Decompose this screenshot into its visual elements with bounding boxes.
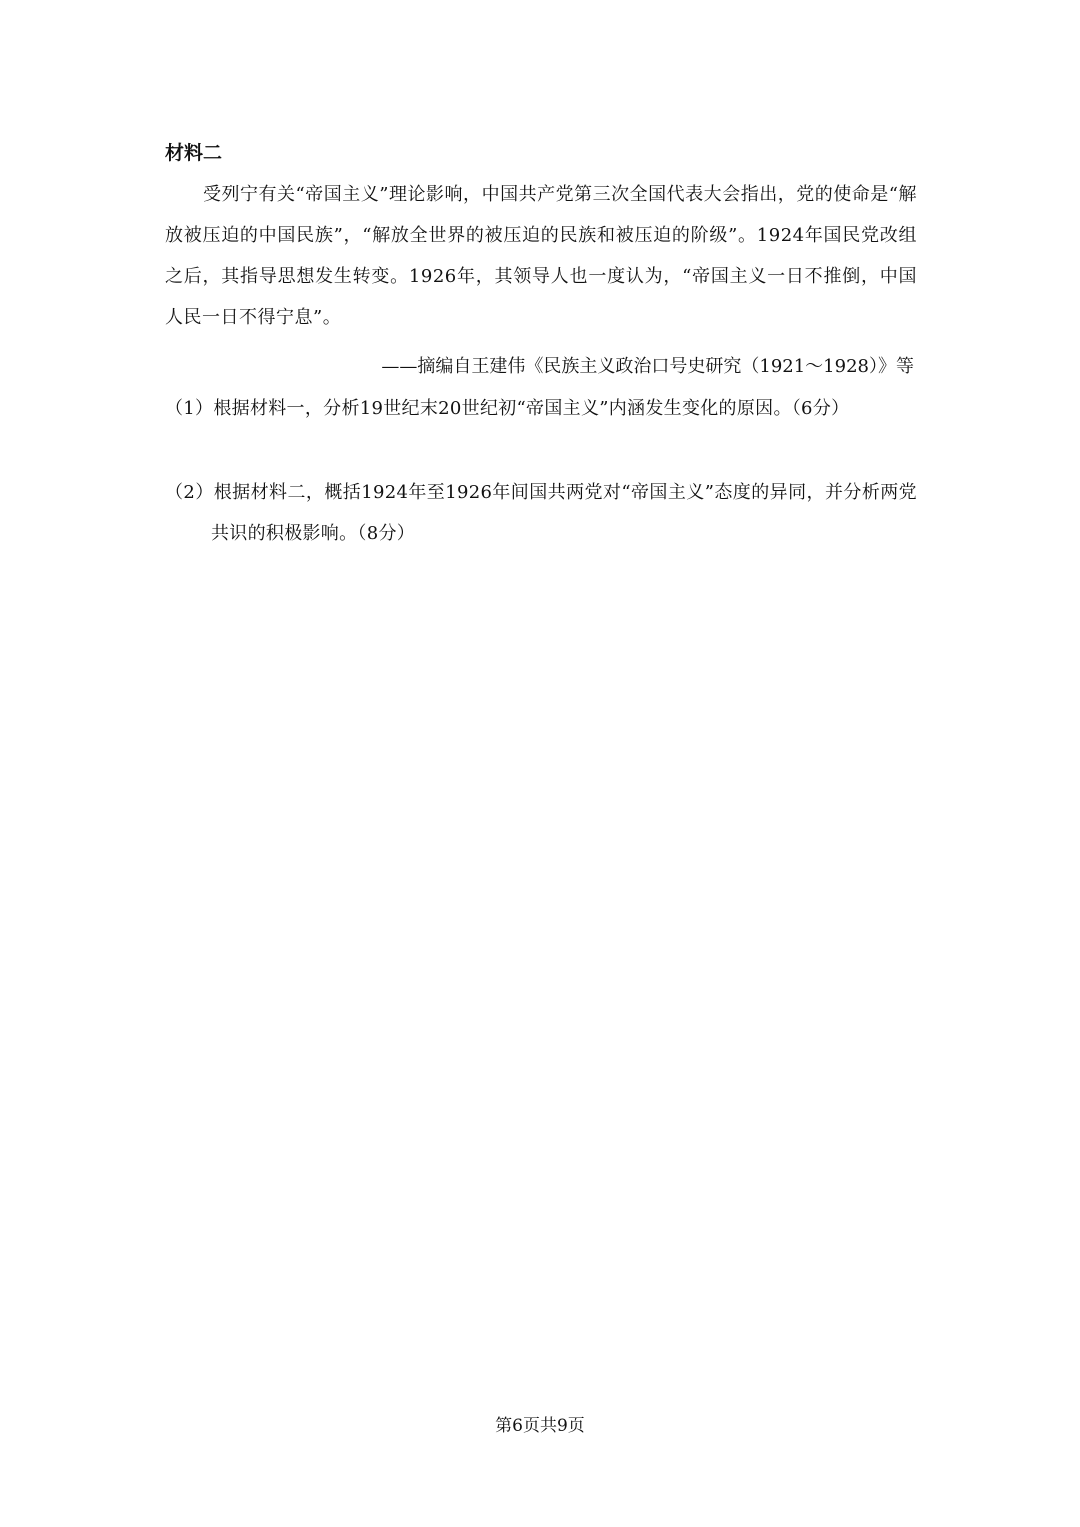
- page-footer: 第6页共9页: [495, 1416, 585, 1436]
- material-heading: 材料二: [165, 142, 223, 164]
- question-2: （2）根据材料二，概括1924年至1926年间国共两党对“帝国主义”态度的异同，并分析两党共识的积极影响。（8分）: [165, 482, 917, 544]
- material-source: ——摘编自王建伟《民族主义政治口号史研究（1921～1928）》等: [381, 356, 914, 377]
- question-1: （1）根据材料一，分析19世纪末20世纪初“帝国主义”内涵发生变化的原因。（6分）: [165, 398, 850, 419]
- material-body: 受列宁有关“帝国主义”理论影响，中国共产党第三次全国代表大会指出，党的使命是“解放被压迫的中国民族”，“解放全世界的被压迫的民族和被压迫的阶级”。1924年国民党改组之后，其指导思想发生转变。1926年，其领导人也一度认为，“帝国主义一日不推倒，中国人民一日不得宁息”。: [165, 184, 917, 328]
